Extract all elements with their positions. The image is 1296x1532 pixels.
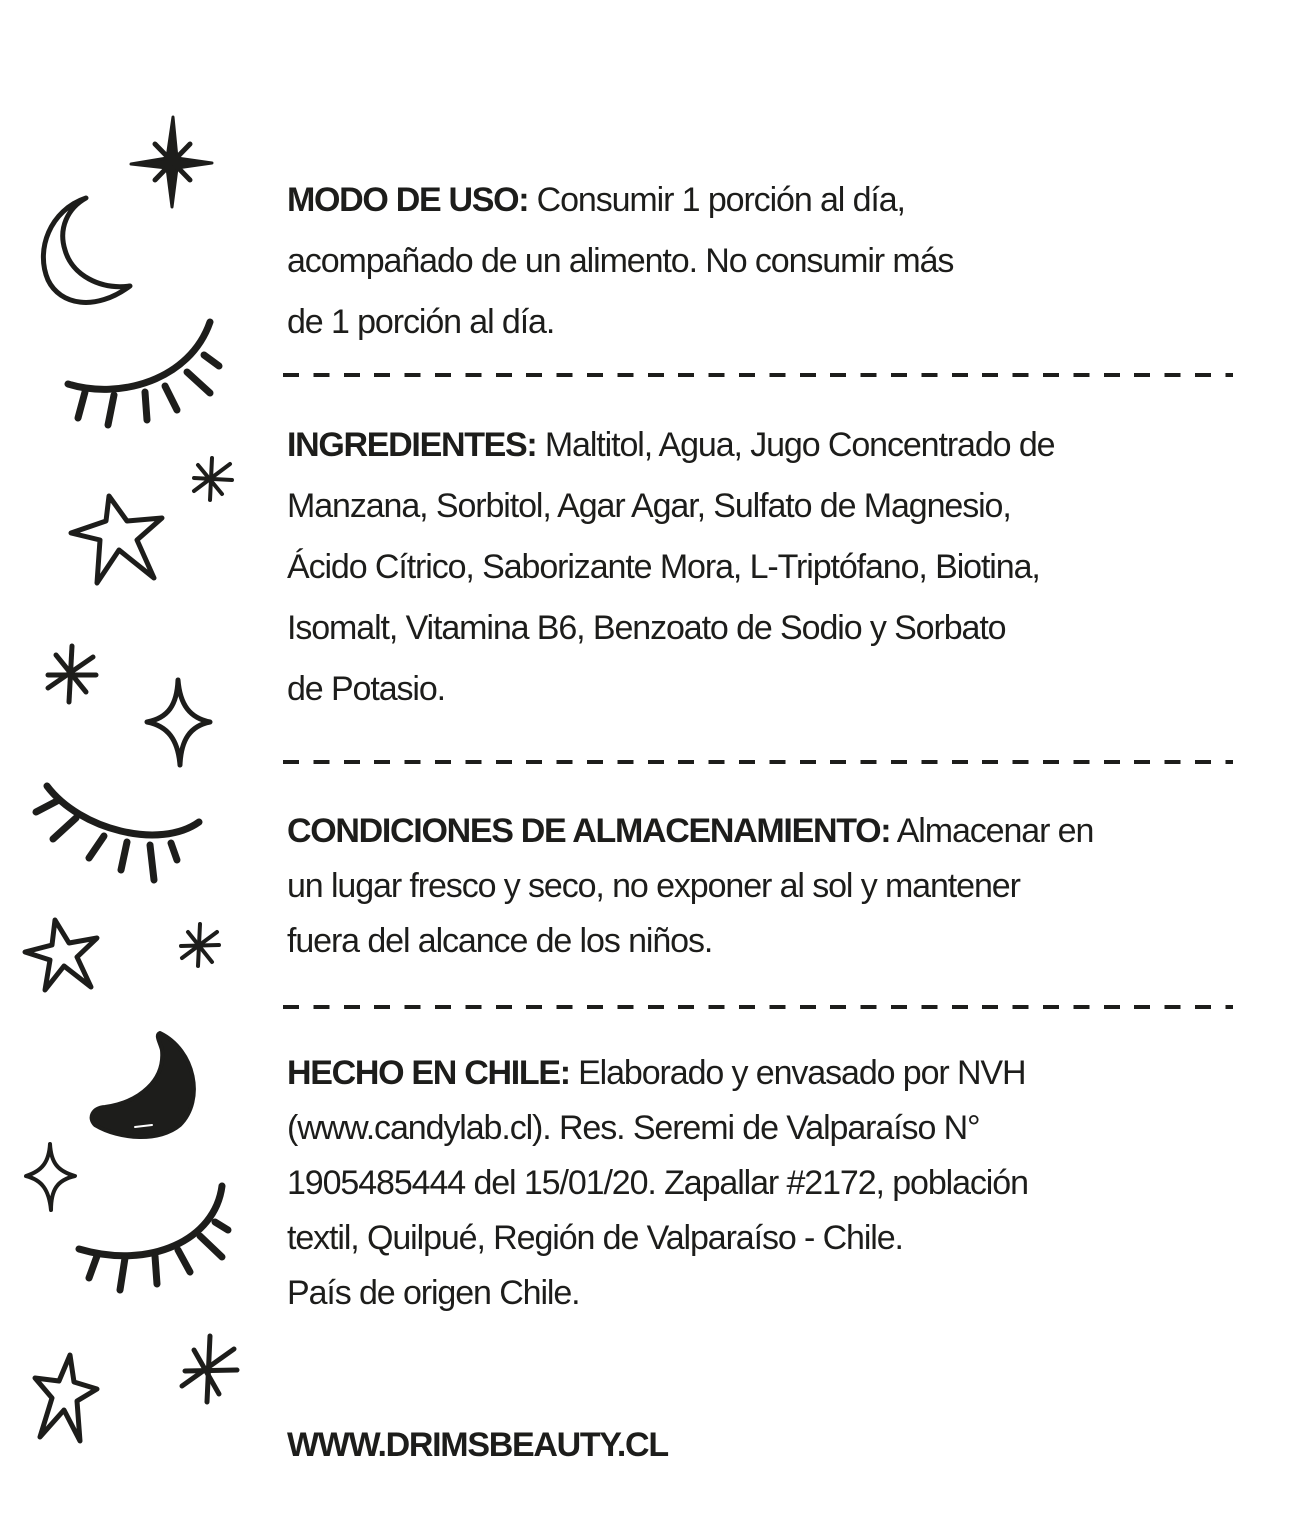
section-modo-de-uso: [287, 170, 953, 353]
section-text: de Potasio.: [287, 670, 446, 708]
section-text: Maltitol, Agua, Jugo Concentrado de: [536, 426, 1055, 464]
sparkle-star-icon: [131, 117, 212, 207]
section-text: Elaborado y envasado por NVH: [569, 1054, 1026, 1092]
asterisk-star-icon: [181, 924, 219, 966]
decorative-column: [0, 0, 260, 1532]
section-text: 1905485444 del 15/01/20. Zapallar #2172, población: [287, 1164, 1028, 1202]
outline-star-icon: [71, 496, 162, 583]
section-text: País de origen Chile.: [287, 1274, 580, 1312]
asterisk-star-icon: [182, 1336, 237, 1402]
website-url: WWW.DRIMSBEAUTY.CL: [287, 1426, 668, 1464]
section-condiciones-almacenamiento: [287, 804, 1093, 969]
section-text: Manzana, Sorbitol, Agar Agar, Sulfato de Magnesio,: [287, 487, 1011, 525]
section-heading: MODO DE USO:: [287, 181, 529, 219]
dashed-divider: [283, 760, 1233, 764]
section-text: (www.candylab.cl). Res. Seremi de Valparaíso N°: [287, 1109, 980, 1147]
section-heading: CONDICIONES DE ALMACENAMIENTO:: [287, 812, 891, 850]
section-hecho-en-chile: [287, 1046, 1028, 1321]
section-text: Ácido Cítrico, Saborizante Mora, L-Triptófano, Biotina,: [287, 548, 1040, 586]
section-text: fuera del alcance de los niños.: [287, 922, 713, 960]
asterisk-star-icon: [194, 458, 232, 500]
asterisk-star-icon: [48, 646, 96, 702]
section-text: de 1 porción al día.: [287, 303, 555, 341]
dashed-divider: [283, 1005, 1233, 1009]
closed-eye-lashes-icon: [79, 1186, 228, 1290]
closed-eye-lashes-icon: [36, 786, 199, 880]
outline-star-icon: [35, 1355, 97, 1441]
closed-eye-lashes-icon: [68, 322, 219, 425]
section-text: textil, Quilpué, Región de Valparaíso - Chile.: [287, 1219, 903, 1257]
section-heading: INGREDIENTES:: [287, 426, 537, 464]
section-heading: HECHO EN CHILE:: [287, 1054, 570, 1092]
section-ingredientes: [287, 415, 1054, 720]
section-text: un lugar fresco y seco, no exponer al sol y mantener: [287, 867, 1020, 905]
section-text: Almacenar en: [890, 812, 1094, 850]
dashed-divider: [283, 373, 1233, 377]
crescent-moon-outline-icon: [43, 198, 130, 302]
section-text: acompañado de un alimento. No consumir más: [287, 242, 954, 280]
outline-star-icon: [25, 920, 97, 990]
section-text: Isomalt, Vitamina B6, Benzoato de Sodio y Sorbato: [287, 609, 1006, 647]
section-text: Consumir 1 porción al día,: [528, 181, 905, 219]
four-point-sparkle-icon: [26, 1144, 75, 1210]
four-point-sparkle-icon: [147, 680, 210, 765]
crescent-moon-filled-icon: [92, 1033, 194, 1137]
